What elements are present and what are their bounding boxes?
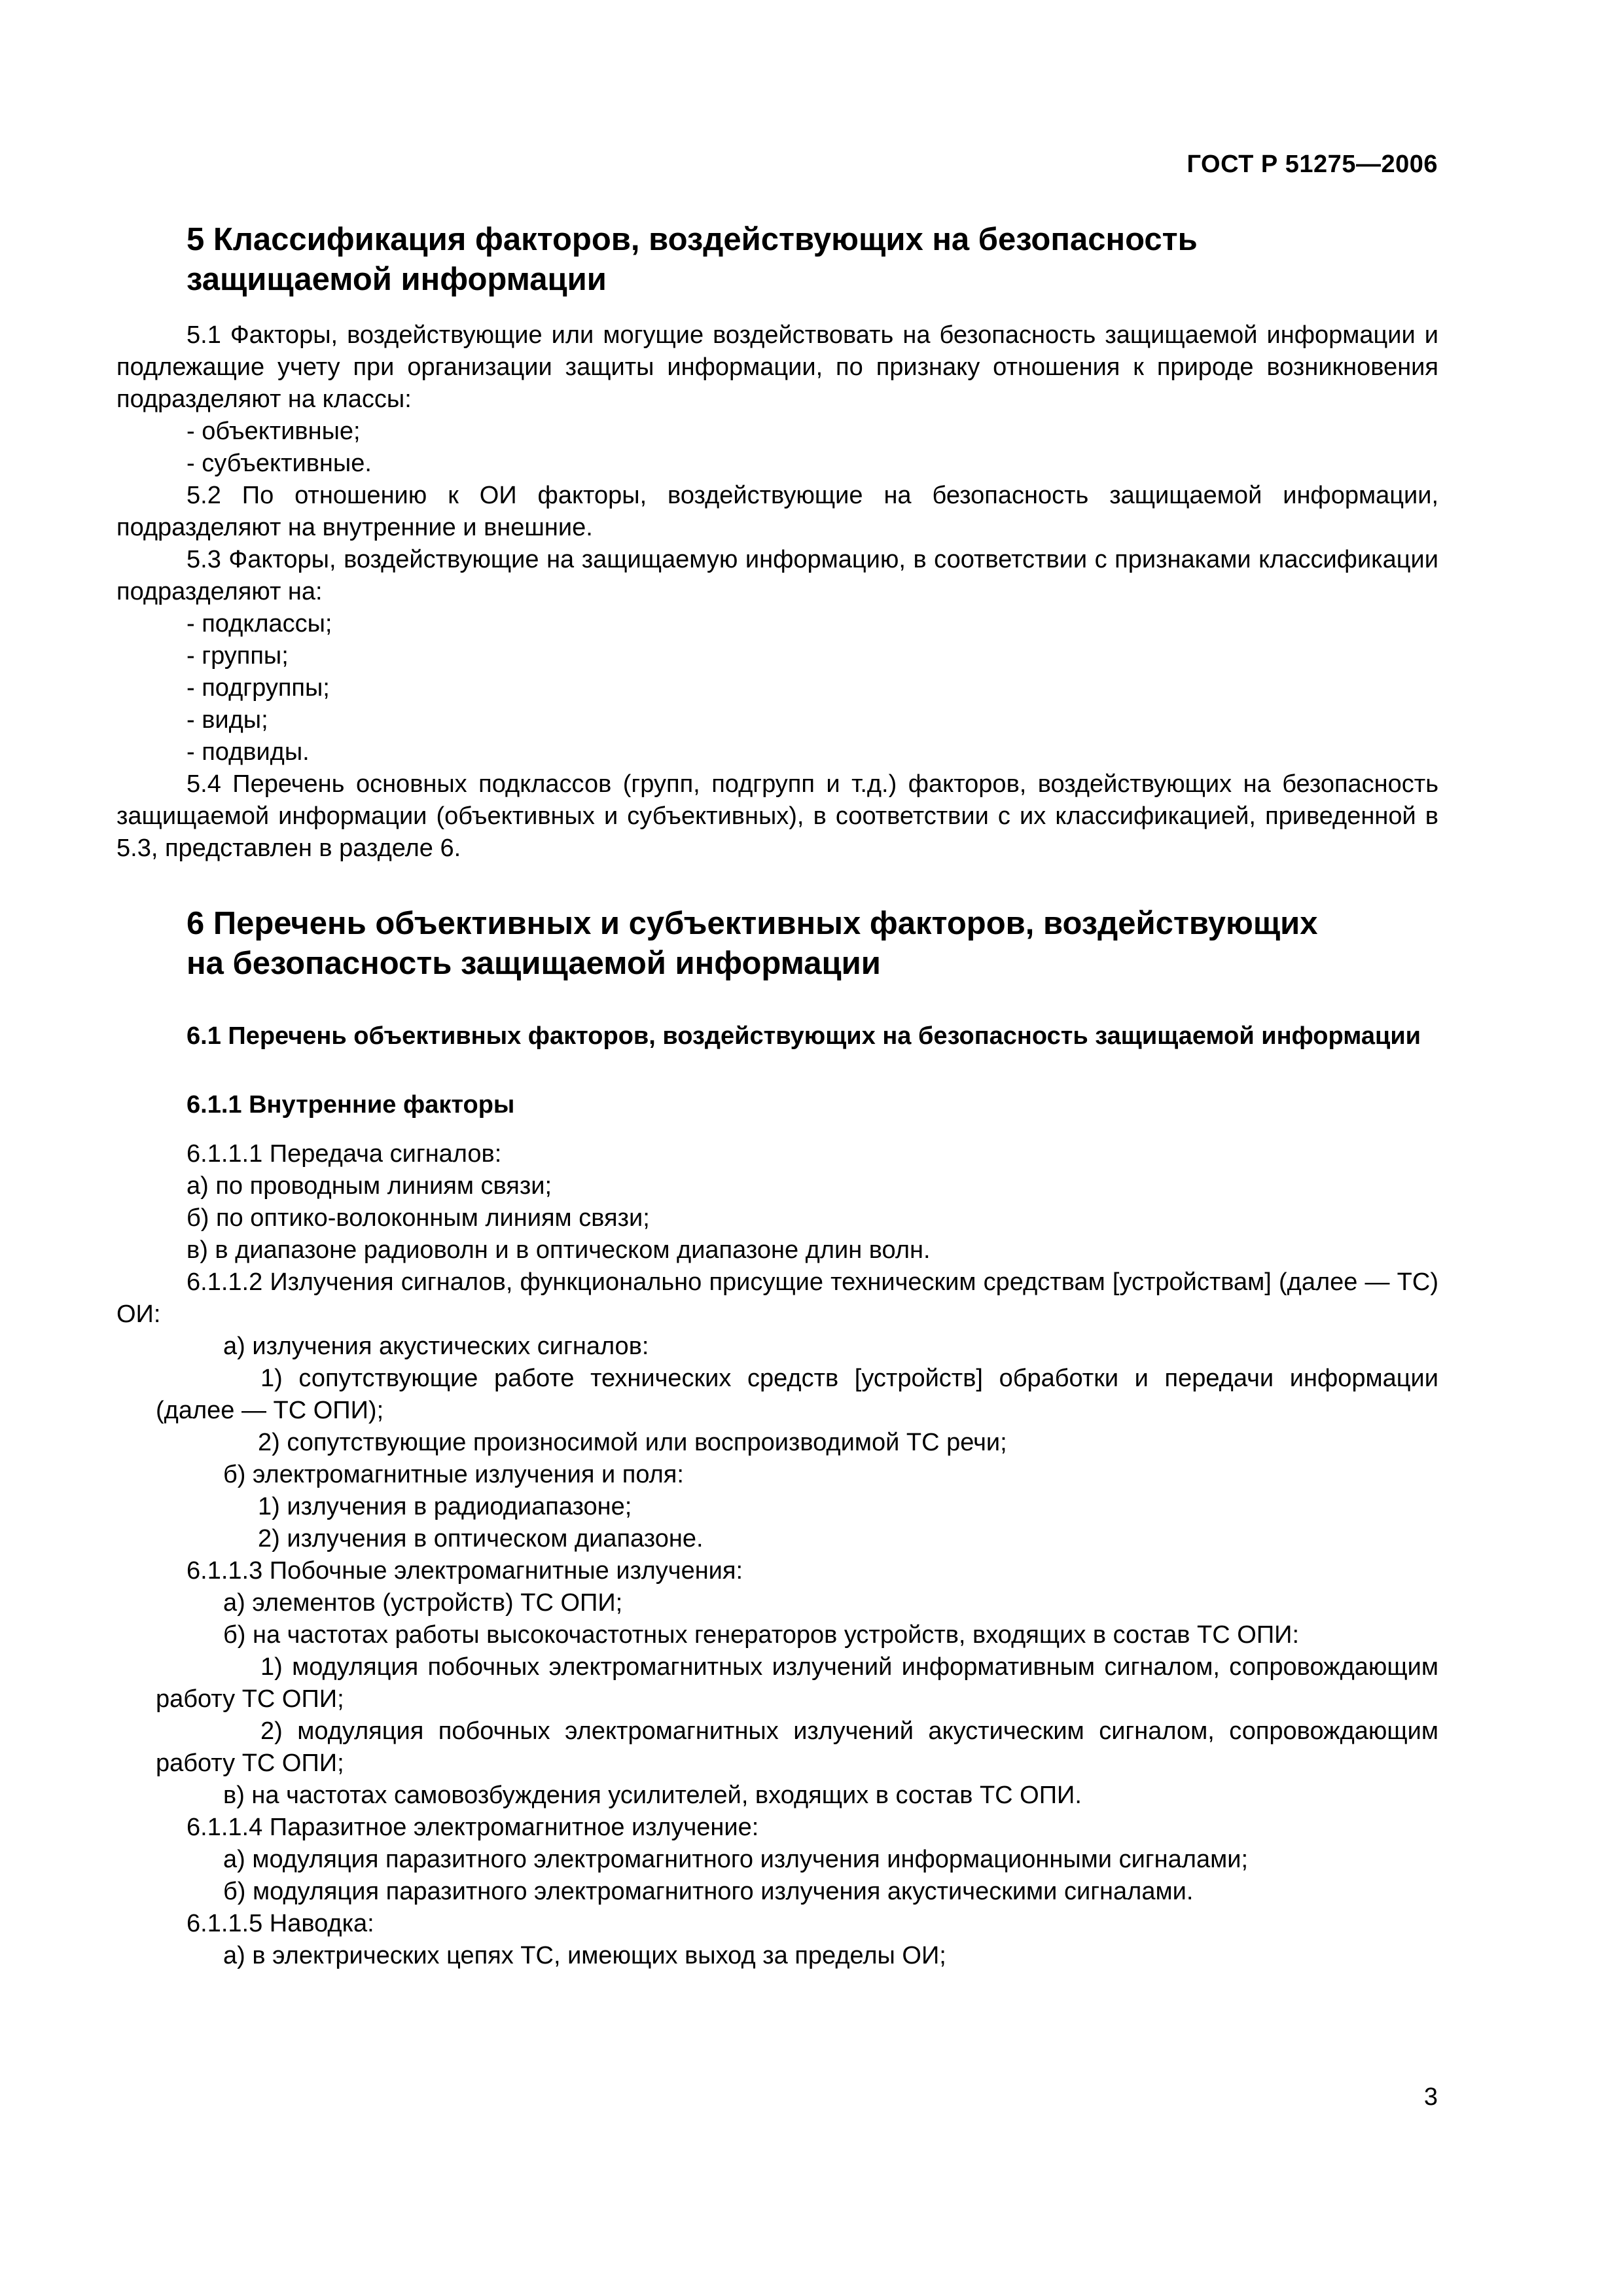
page-number: 3 [1423,2083,1438,2111]
list-item: - подгруппы; [187,674,330,702]
paragraph-5-1: 5.1 Факторы, воздействующие или могущие воздействовать на безопасность защищаемой информации и подлежащие учету при организации защиты информации, по признаку отношения к природе возникновения подразделяют на классы: [116,321,1438,413]
list-item: 1) излучения в радиодиапазоне; [258,1493,632,1520]
page-content [116,220,1438,1972]
list-item: 2) модуляция побочных электромагнитных излучений акустическим сигналом, сопровождающим работу ТС ОПИ; [156,1717,1438,1777]
section-6-title-line2: на безопасность защищаемой информации [187,946,881,981]
list-item: а) в электрических цепях ТС, имеющих выход за пределы ОИ; [223,1942,946,1969]
section-5-title-line1: 5 Классификация факторов, воздействующих на безопасность [187,222,1198,257]
list-item: 1) сопутствующие работе технических средств [устройств] обработки и передачи информации (далее — ТС ОПИ); [156,1365,1438,1424]
paragraph-5-3: 5.3 Факторы, воздействующие на защищаемую информацию, в соответствии с признаками классификации подразделяют на: [116,546,1438,605]
list-item: - подклассы; [187,610,332,637]
list-item: - субъективные. [187,450,372,477]
list-item: - подвиды. [187,738,310,766]
section-6-title-line1: 6 Перечень объективных и субъективных факторов, воздействующих [187,906,1318,941]
section-5-title [116,220,1438,300]
clause-6-1-1-2: 6.1.1.2 Излучения сигналов, функционально присущие техническим средствам [устройствам] (далее — ТС) ОИ: [116,1268,1438,1328]
list-item: а) по проводным линиям связи; [187,1172,552,1200]
section-6-title [116,904,1438,984]
section-5-title-line2: защищаемой информации [187,262,607,297]
doc-code-header: ГОСТ Р 51275—2006 [1186,151,1438,178]
clause-6-1-1-4: 6.1.1.4 Паразитное электромагнитное излучение: [187,1814,759,1841]
list-item: б) на частотах работы высокочастотных генераторов устройств, входящих в состав ТС ОПИ: [223,1621,1300,1649]
list-item: в) в диапазоне радиоволн и в оптическом диапазоне длин волн. [187,1236,931,1264]
list-item: 1) модуляция побочных электромагнитных излучений информативным сигналом, сопровождающим работу ТС ОПИ; [156,1653,1438,1713]
paragraph-5-2: 5.2 По отношению к ОИ факторы, воздействующие на безопасность защищаемой информации, подразделяют на внутренние и внешние. [116,482,1438,541]
list-item: - группы; [187,642,289,670]
clause-6-1-1-1: 6.1.1.1 Передача сигналов: [187,1140,502,1168]
list-item: - виды; [187,706,268,734]
list-item: а) модуляция паразитного электромагнитного излучения информационными сигналами; [223,1846,1248,1873]
subsection-6-1-title: 6.1 Перечень объективных факторов, воздействующих на безопасность защищаемой информации [187,1022,1421,1050]
list-item: 2) излучения в оптическом диапазоне. [258,1525,704,1552]
list-item: - объективные; [187,418,361,445]
clause-6-1-1-5: 6.1.1.5 Наводка: [187,1910,374,1937]
list-item: б) модуляция паразитного электромагнитного излучения акустическими сигналами. [223,1878,1194,1905]
list-item: а) элементов (устройств) ТС ОПИ; [223,1589,623,1617]
list-item: б) по оптико-волоконным линиям связи; [187,1204,650,1232]
list-item: 2) сопутствующие произносимой или воспроизводимой ТС речи; [258,1429,1007,1456]
list-item: б) электромагнитные излучения и поля: [223,1461,684,1488]
paragraph-5-4: 5.4 Перечень основных подклассов (групп, подгрупп и т.д.) факторов, воздействующих на безопасность защищаемой информации (объективных и субъективных), в соответствии с их классификацией, приведенной в 5.3, представлен в разделе 6. [116,770,1438,862]
list-item: в) на частотах самовозбуждения усилителей, входящих в состав ТС ОПИ. [223,1782,1082,1809]
list-item: а) излучения акустических сигналов: [223,1333,649,1360]
subsection-6-1-1-title: 6.1.1 Внутренние факторы [187,1091,515,1119]
clause-6-1-1-3: 6.1.1.3 Побочные электромагнитные излучения: [187,1557,743,1585]
